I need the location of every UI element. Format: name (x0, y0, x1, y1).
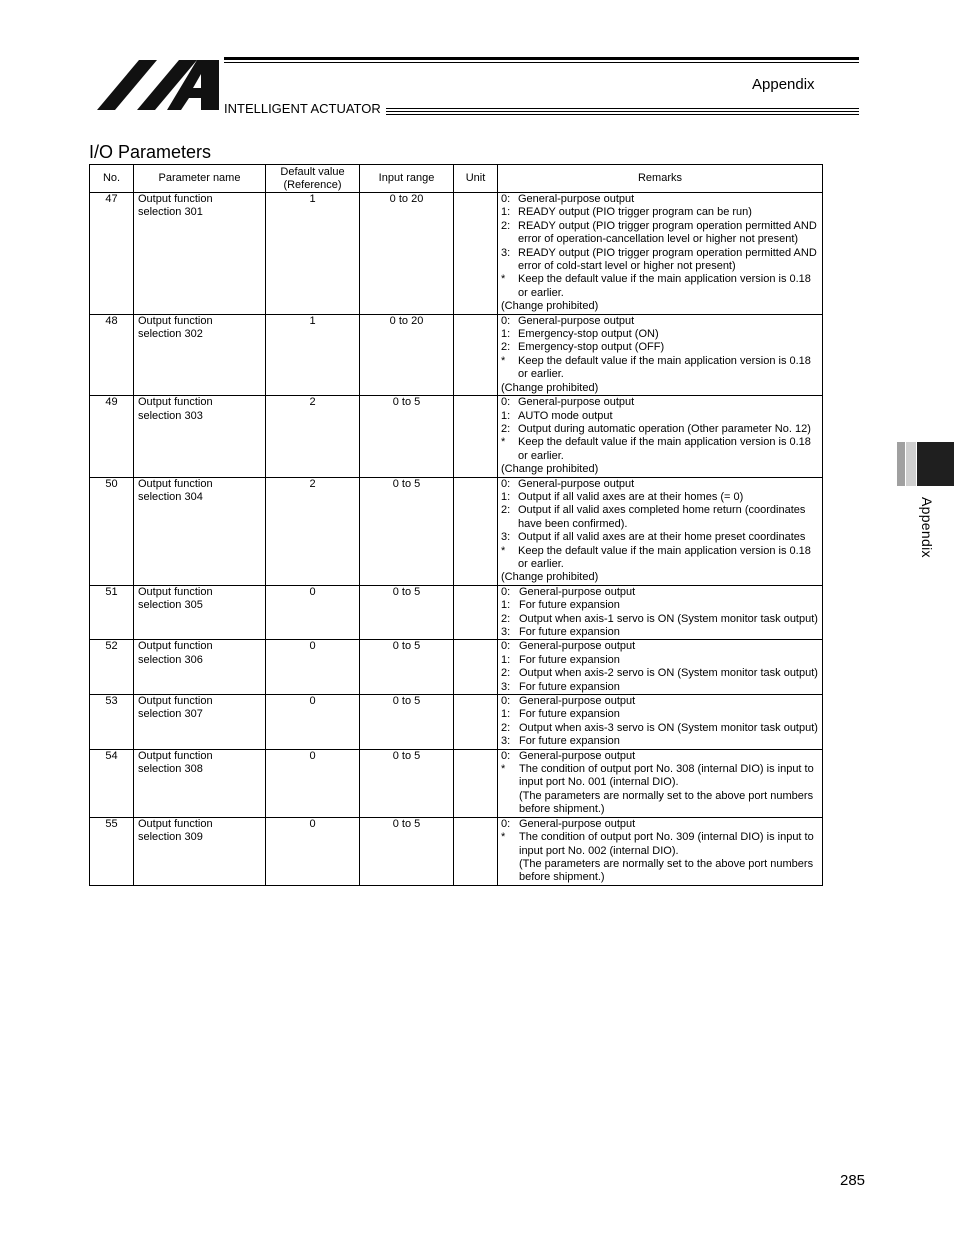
cell-name (134, 749, 266, 817)
remark-item (501, 681, 819, 694)
remark-text: For future expansion (519, 680, 620, 693)
cell-unit (454, 193, 498, 315)
side-tab-shade (897, 442, 905, 486)
cell-default: 2 (266, 396, 360, 477)
cell-name-line1: Output function (138, 477, 213, 490)
remark-text: For future expansion (519, 653, 620, 666)
remark-text: General-purpose output (518, 193, 635, 205)
cell-unit (454, 749, 498, 817)
cell-name-line2: selection 307 (138, 708, 203, 721)
cell-default: 0 (266, 695, 360, 750)
remark-item (501, 423, 819, 436)
remark-text: For future expansion (519, 599, 620, 612)
remark-item (501, 436, 819, 463)
remark-key: 1: (501, 708, 511, 721)
remark-text: Keep the default value if the main application version is 0.18 or earlier. (518, 273, 811, 299)
cell-name-line2: selection 303 (138, 409, 203, 422)
remark-key: 1: (501, 206, 511, 219)
cell-name-line2: selection 308 (138, 763, 203, 776)
cell-default: 0 (266, 749, 360, 817)
cell-name-line2: selection 304 (138, 490, 203, 503)
remark-text: (Change prohibited) (501, 381, 599, 394)
remark-item (501, 722, 819, 735)
remark-text: For future expansion (519, 735, 620, 748)
cell-name (134, 314, 266, 395)
cell-range: 0 to 5 (360, 817, 454, 885)
remark-text: General-purpose output (519, 585, 636, 598)
table-row (90, 695, 823, 750)
header-rule (386, 114, 859, 115)
remark-item (501, 790, 819, 817)
remark-key: 2: (501, 612, 511, 625)
remark-text: General-purpose output (519, 749, 636, 762)
remark-item (501, 410, 819, 423)
cell-range: 0 to 5 (360, 585, 454, 640)
cell-name-line1: Output function (138, 695, 213, 708)
cell-unit (454, 585, 498, 640)
remark-key: 0: (501, 817, 511, 830)
remark-key: * (501, 763, 506, 776)
remark-text: Output when axis-3 servo is ON (System monitor task output) (519, 721, 818, 734)
cell-name (134, 396, 266, 477)
remark-item (501, 273, 819, 300)
remark-text: For future expansion (519, 626, 620, 638)
cell-name-line1: Output function (138, 585, 213, 598)
remark-item (501, 599, 819, 612)
remark-text: READY output (PIO trigger program can be run) (518, 206, 752, 219)
page-title: I/O Parameters (89, 142, 212, 162)
cell-name-line2: selection 301 (138, 206, 203, 219)
remark-text: General-purpose output (518, 314, 635, 327)
cell-remarks (498, 396, 823, 477)
remark-item (501, 735, 819, 748)
cell-name (134, 817, 266, 885)
cell-name-line1: Output function (138, 193, 213, 205)
cell-name-line2: selection 302 (138, 328, 203, 341)
header-rule (224, 57, 859, 60)
remark-key: 0: (501, 640, 511, 653)
remark-item (501, 626, 819, 639)
col-header-name: Parameter name (134, 165, 266, 193)
remark-item (501, 491, 819, 504)
cell-name-line1: Output function (138, 749, 213, 762)
remark-item (501, 571, 819, 584)
cell-name-line1: Output function (138, 314, 213, 327)
brand-name: INTELLIGENT ACTUATOR (224, 101, 381, 116)
remark-item (501, 300, 819, 313)
cell-name-line2: selection 306 (138, 653, 203, 666)
cell-unit (454, 396, 498, 477)
remark-key: 2: (501, 667, 511, 680)
side-tab-label: Appendix (919, 497, 935, 558)
cell-no: 55 (90, 817, 134, 885)
remark-key: 1: (501, 653, 511, 666)
remark-key: 2: (501, 504, 511, 517)
remark-text: Output when axis-1 servo is ON (System monitor task output) (519, 612, 818, 625)
remark-item (501, 328, 819, 341)
col-header-range: Input range (360, 165, 454, 193)
table-row (90, 477, 823, 585)
cell-range: 0 to 5 (360, 640, 454, 695)
page-number: 285 (840, 1172, 866, 1189)
io-parameters-table (89, 164, 823, 886)
remark-item (501, 478, 819, 491)
table-row (90, 314, 823, 395)
remark-text: General-purpose output (519, 640, 636, 653)
remark-text: Output during automatic operation (Other parameter No. 12) (518, 422, 811, 435)
remark-text: General-purpose output (519, 695, 636, 708)
remark-key: * (501, 273, 506, 286)
col-header-no: No. (90, 165, 134, 193)
remark-key: * (501, 354, 506, 367)
cell-name-line1: Output function (138, 640, 213, 653)
remark-text: For future expansion (519, 708, 620, 721)
cell-name-line1: Output function (138, 396, 213, 409)
remark-text: AUTO mode output (518, 409, 613, 422)
cell-remarks (498, 585, 823, 640)
remark-item (501, 818, 819, 831)
remark-item (501, 315, 819, 328)
cell-unit (454, 314, 498, 395)
cell-default: 0 (266, 817, 360, 885)
remark-item (501, 750, 819, 763)
remark-text: Emergency-stop output (ON) (518, 328, 659, 341)
cell-default: 0 (266, 640, 360, 695)
remark-text: Keep the default value if the main application version is 0.18 or earlier. (518, 354, 811, 381)
remark-text: Output if all valid axes are at their home preset coordinates (518, 531, 806, 544)
cell-remarks (498, 477, 823, 585)
remark-item (501, 858, 819, 885)
header-rule (386, 111, 859, 112)
cell-name (134, 585, 266, 640)
remark-text: READY output (PIO trigger program operation permitted AND error of operation-cancellation level or higher not present) (518, 219, 817, 246)
remark-item (501, 667, 819, 680)
remark-key: 0: (501, 749, 511, 762)
remark-text: General-purpose output (519, 817, 636, 830)
cell-remarks (498, 695, 823, 750)
table-row (90, 585, 823, 640)
remark-text: Keep the default value if the main application version is 0.18 or earlier. (518, 436, 811, 462)
col-header-default (266, 165, 360, 193)
remark-item (501, 396, 819, 409)
remark-item (501, 193, 819, 206)
remark-text: Output when axis-2 servo is ON (System monitor task output) (519, 667, 818, 680)
remark-text: The condition of output port No. 308 (internal DIO) is input to input port No. 001 (internal DIO). (519, 763, 814, 789)
remark-text: General-purpose output (518, 477, 635, 490)
col-header-default-line2: (Reference) (283, 178, 342, 191)
cell-name-line1: Output function (138, 817, 213, 830)
cell-no: 54 (90, 749, 134, 817)
remark-key: 1: (501, 328, 511, 341)
cell-remarks (498, 817, 823, 885)
cell-remarks (498, 640, 823, 695)
remark-key (501, 790, 519, 817)
remark-key: 1: (501, 409, 511, 422)
col-header-unit: Unit (454, 165, 498, 193)
remark-item (501, 206, 819, 219)
remark-text: (The parameters are normally set to the above port numbers before shipment.) (519, 789, 814, 816)
remark-text: (Change prohibited) (501, 571, 599, 584)
cell-no: 49 (90, 396, 134, 477)
remark-key: 2: (501, 219, 511, 232)
cell-no: 48 (90, 314, 134, 395)
remark-item (501, 531, 819, 544)
remark-item (501, 382, 819, 395)
cell-range: 0 to 5 (360, 396, 454, 477)
iai-logo (97, 58, 219, 112)
cell-range: 0 to 20 (360, 193, 454, 315)
col-header-default-line1: Default value (280, 165, 345, 178)
remark-text: Output if all valid axes completed home return (coordinates have been confirmed). (518, 504, 806, 530)
remark-item (501, 586, 819, 599)
remark-item (501, 654, 819, 667)
cell-no: 53 (90, 695, 134, 750)
remark-key: 3: (501, 626, 511, 638)
cell-range: 0 to 5 (360, 695, 454, 750)
remark-text: (Change prohibited) (501, 300, 599, 313)
remark-item (501, 355, 819, 382)
remark-text: Output if all valid axes are at their homes (= 0) (518, 490, 744, 503)
remark-item (501, 504, 819, 531)
remark-key: * (501, 831, 506, 844)
table-header-row (90, 165, 823, 193)
remark-item (501, 463, 819, 476)
cell-no: 51 (90, 585, 134, 640)
remark-key: 0: (501, 477, 511, 490)
cell-name-line2: selection 305 (138, 599, 203, 612)
remark-item (501, 763, 819, 790)
side-tab-marker (917, 442, 954, 486)
remark-key: 0: (501, 695, 511, 708)
cell-no: 52 (90, 640, 134, 695)
remark-key: 1: (501, 490, 511, 503)
cell-default: 0 (266, 585, 360, 640)
remark-key: 3: (501, 680, 511, 693)
remark-key: 0: (501, 396, 511, 409)
remark-item (501, 708, 819, 721)
remark-text: (Change prohibited) (501, 463, 599, 476)
remark-item (501, 220, 819, 247)
remark-key: 3: (501, 246, 511, 259)
cell-remarks (498, 193, 823, 315)
header-rule (224, 62, 859, 63)
table-row (90, 396, 823, 477)
remark-key: 3: (501, 531, 511, 544)
remark-item (501, 341, 819, 354)
remark-text: READY output (PIO trigger program operation permitted AND error of cold-start level or higher not present) (518, 246, 817, 273)
remark-text: (The parameters are normally set to the above port numbers before shipment.) (519, 857, 814, 884)
remark-item (501, 545, 819, 572)
cell-default: 2 (266, 477, 360, 585)
remark-key: 0: (501, 193, 511, 205)
table-row (90, 817, 823, 885)
cell-unit (454, 817, 498, 885)
remark-key: 1: (501, 599, 511, 612)
remark-key: 3: (501, 735, 511, 748)
remark-key: 0: (501, 585, 511, 598)
cell-name (134, 193, 266, 315)
remark-text: Keep the default value if the main application version is 0.18 or earlier. (518, 544, 811, 570)
cell-name (134, 695, 266, 750)
remark-item (501, 695, 819, 708)
remark-item (501, 831, 819, 858)
remark-item (501, 613, 819, 626)
remark-key: * (501, 436, 506, 449)
col-header-remarks: Remarks (498, 165, 823, 193)
remark-key: * (501, 544, 506, 557)
remark-text: General-purpose output (518, 396, 635, 409)
remark-text: Emergency-stop output (OFF) (518, 341, 665, 354)
cell-name (134, 477, 266, 585)
remark-text: The condition of output port No. 309 (internal DIO) is input to input port No. 002 (internal DIO). (519, 831, 814, 857)
table-row (90, 640, 823, 695)
remark-key: 0: (501, 314, 511, 327)
header-rule (386, 108, 859, 109)
cell-no: 50 (90, 477, 134, 585)
remark-item (501, 247, 819, 274)
cell-unit (454, 695, 498, 750)
cell-unit (454, 640, 498, 695)
remark-item (501, 640, 819, 653)
section-label: Appendix (752, 76, 815, 93)
cell-default: 1 (266, 314, 360, 395)
cell-name-line2: selection 309 (138, 831, 203, 844)
cell-default: 1 (266, 193, 360, 315)
cell-range: 0 to 5 (360, 749, 454, 817)
remark-key: 2: (501, 341, 511, 354)
cell-name (134, 640, 266, 695)
table-row (90, 193, 823, 315)
remark-key (501, 858, 519, 885)
cell-range: 0 to 5 (360, 477, 454, 585)
cell-unit (454, 477, 498, 585)
cell-no: 47 (90, 193, 134, 315)
side-tab-shade (906, 442, 916, 486)
table-row (90, 749, 823, 817)
cell-remarks (498, 314, 823, 395)
remark-key: 2: (501, 422, 511, 435)
cell-range: 0 to 20 (360, 314, 454, 395)
cell-remarks (498, 749, 823, 817)
remark-key: 2: (501, 721, 511, 734)
